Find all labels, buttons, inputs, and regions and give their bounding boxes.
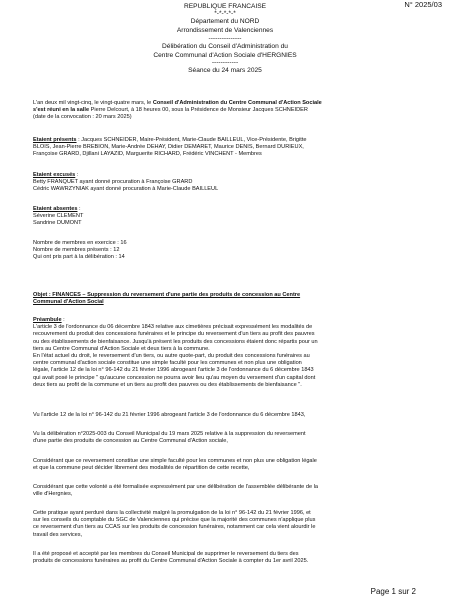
separator-line: ------------ [211, 59, 239, 67]
legal-reference: Vu l'article 12 de la loi n° 96-142 du 21 février 1996 abrogeant l'article 3 de l'ordonnance du 6 décembre 1843, [33, 412, 306, 418]
excused-heading: Etaient excusés [33, 172, 76, 178]
subject-line: Objet : FINANCES – Suppression du reversement d'une partie des produits de concession au Centre Communal d'Action Social [33, 292, 301, 306]
stars-separator: *-*-*-*-* [214, 10, 236, 18]
absent-heading: Etaient absentes [33, 206, 78, 212]
absent-members: Etaient absentes : Séverine CLEMENT Sandrine DUMONT [33, 206, 84, 227]
considerant-paragraph-1: Considérant que ce reversement constitue une simple faculté pour les communes et non plus une obligation légale et que la commune peut décider librement des modalités de répartition de cette recette, [33, 458, 317, 472]
deliberation-number: N° 2025/03 [404, 0, 442, 9]
arrondissement-line: Arrondissement de Valenciennes [176, 27, 274, 35]
practice-paragraph: Cette pratique ayant perduré dans la collectivité malgré la promulgation de la loi n° 96-142 du 21 février 1996, et sur les conseils du comptable du SGC de Valenciennes qui précise que la majorité des communes n'applique plus ce reversement d'un tiers au CCAS sur les produits de concession funéraires, notamment car cela vient alourdir le travail des services, [33, 510, 316, 538]
title-line-1: Délibération du Conseil d'Administration du [162, 42, 288, 50]
considerant-paragraph-2: Considérant que cette volonté a été formalisée expressément par une délibération de l'assemblée délibérante de la ville d'Hergnies, [33, 484, 318, 498]
session-date: Séance du 24 mars 2025 [188, 67, 262, 75]
municipal-deliberation-reference: Vu la délibération n°2025-003 du Conseil Municipal du 19 mars 2025 relative à la suppression du reversement d'une partie des produits de concession au Centre Communal d'Action sociale, [33, 431, 306, 445]
title-line-2: Centre Communal d'Action Sociale d'HERGNIES [153, 51, 297, 59]
decision-paragraph: Il a été proposé et accepté par les membres du Conseil Municipal de supprimer le reversement du tiers des produits de concessions funéraires au profit du Centre Communal d'Action Sociale à compter du 1er avril 2025. [33, 551, 309, 565]
department-line: Département du NORD [190, 18, 260, 26]
preamble-heading: Préambule [33, 317, 62, 323]
member-counts: Nombre de membres en exercice : 16 Nombre de membres présents : 12 Qui ont pris part à la délibération : 14 [33, 240, 127, 261]
separator-line: --------------- [208, 34, 242, 42]
country-line: REPUBLIQUE FRANCAISE [183, 3, 267, 10]
page-number: Page 1 sur 2 [370, 587, 416, 596]
intro-paragraph: L'an deux mil vingt-cinq, le vingt-quatre mars, le Conseil d'Administration du Centre Communal d'Action Sociale s'est réuni en la salle Pierre Delcourt, à 18 heures 00, sous la Présidence de Monsieur Jacques SCHNEIDER (date de la convocation : 20 mars 2025) [33, 100, 322, 121]
excused-members: Etaient excusés : Betty FRANQUET ayant donné procuration à Françoise GRARD Cédric WAWRZYNIAK ayant donné procuration à Marie-Claude BAILLEUL [33, 172, 219, 193]
present-members: Etaient présents : Jacques SCHNEIDER, Maire-Président, Marie-Claude BAILLEUL, Vice-Présidente, Brigitte BLOIS, Jean-Pierre BREBION, Marie-Andrée DEHAY, Didier DEMARET, Maurice DENIS, Bernard DURIEUX, Françoise GRARD, Djillani LAYAZID, Marguerite RICHARD, Frédéric VINCHENT - Membres [33, 137, 307, 158]
preamble-section: Préambule : L'article 3 de l'ordonnance du 06 décembre 1843 relative aux cimetières précisait expressément les modalités de recouvrement du produit des concessions funéraires et le principe du reversement d'un tiers au profit des pauvres ou des établissements de bienfaisance. Jusqu'à présent les produits des concessions étaient donc répartis pour un tiers au Centre Communal d'Action Sociale et deux tiers à la commune. En l'état actuel du droit, le reversement d'un tiers, ou autre quote-part, du produit des concessions funéraires au centre communal d'action sociale constitue une simple faculté pour les communes et non plus une obligation légale, l'article 12 de la loi n° 96-142 du 21 février 1996 abrogeant l'article 3 de l'ordonnance du 6 décembre 1843 qui avait posé le principe " qu'aucune concession ne pourra avoir lieu qu'au moyen du versement d'un capital dont deux tiers au profit de la commune et un tiers au profit des pauvres ou des établissements de bienfaisance ". [33, 317, 318, 388]
document-header [0, 2, 450, 75]
present-heading: Etaient présents [33, 137, 77, 143]
